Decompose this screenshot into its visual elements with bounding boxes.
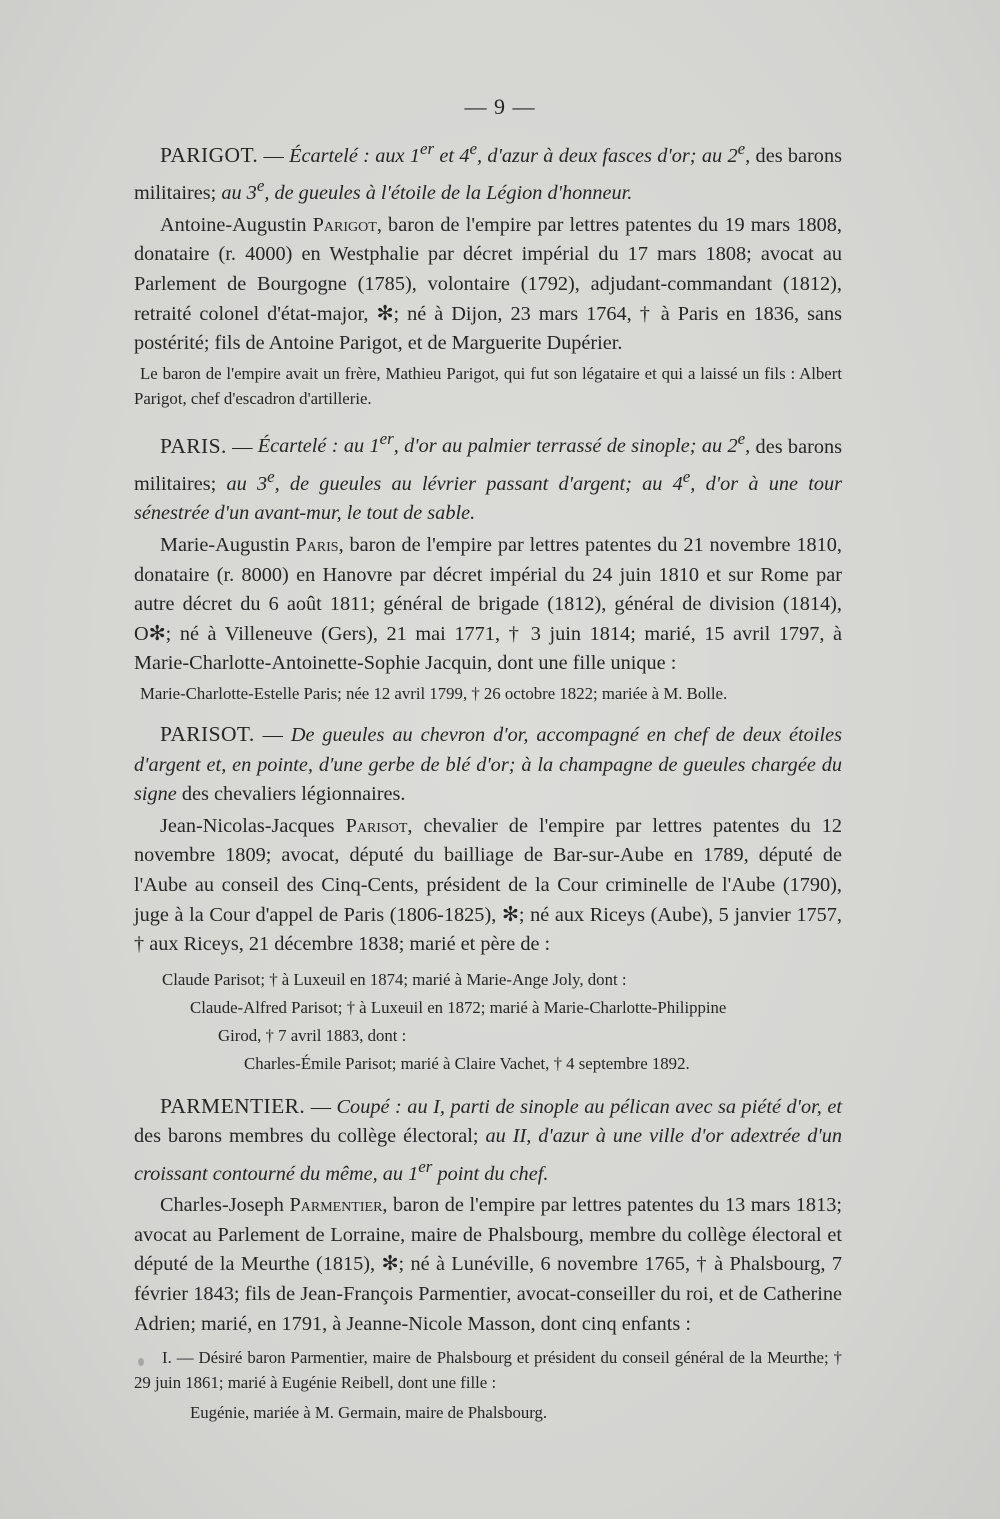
entry-name: PARISOT. — [160, 721, 255, 746]
biography: Charles-Joseph Parmentier, baron de l'empire par lettres patentes du 13 mars 1813; avocat au Parlement de Lorraine, maire de Phalsbourg, membre du collège électoral et député de la Meurthe (1815), ✻; né à Lunéville, 6 novembre 1765, † à Phalsbourg, 7 février 1843; fils de Jean-François Parmentier, avocat-conseiller du roi, et de Catherine Adrien; marié, en 1791, à Jeanne-Nicole Masson, dont cinq enfants : — [134, 1194, 842, 1335]
note: Le baron de l'empire avait un frère, Mathieu Parigot, qui fut son légataire et qui a laissé un fils : Albert Parigot, chef d'escadron d'artillerie. — [134, 363, 842, 408]
blazon: Coupé : au I, parti de sinople au pélican avec sa piété d'or, et des barons membres du collège électoral; au II, d'azur à une ville d'or adextrée d'un croissant contourné du même, au 1er point du chef. — [134, 1095, 843, 1185]
descendant-line — [134, 994, 842, 1050]
em-dash: — — [258, 144, 290, 167]
em-dash: — — [226, 435, 258, 458]
descendant-line: Eugénie, mariée à M. Germain, maire de Phalsbourg. — [190, 1403, 548, 1423]
entry-name: PARMENTIER. — [160, 1093, 306, 1118]
blazon: Écartelé : au 1er, d'or au palmier terrassé de sinople; au 2e, des barons militaires; au 3e, de gueules au lévrier passant d'argent; au 4e, d'or à une tour sénestrée d'un avant-mur, le tout de sable. — [134, 429, 843, 525]
biography: Antoine-Augustin Parigot, baron de l'empire par lettres patentes du 19 mars 1808, donataire (r. 4000) en Westphalie par décret impérial du 17 mars 1808; avocat au Parlement de Bourgogne (1785), volontaire (1792), adjudant-commandant (1812), retraité colonel d'état-major, ✻; né à Dijon, 23 mars 1764, † à Paris en 1836, sans postérité; fils de Antoine Parigot, et de Marguerite Dupérier. — [134, 213, 842, 355]
descendant-line: Claude Parisot; † à Luxeuil en 1874; marié à Marie-Ange Joly, dont : — [162, 969, 627, 989]
entry-name: PARIS. — [160, 433, 227, 458]
entry-parisot-heading — [134, 720, 842, 810]
blazon: De gueules au chevron d'or, accompagné en chef de deux étoiles d'argent et, en pointe, d'une gerbe de blé d'or; à la champagne de gueules chargée du signe des chevaliers légionnaires. — [134, 723, 842, 806]
entry-parigot-heading — [134, 134, 842, 209]
descendant-text: Girod, † 7 avril 1883, dont : — [218, 1025, 407, 1045]
blazon: Écartelé : aux 1er et 4e, d'azur à deux fasces d'or; au 2e, des barons militaires; au 3e, de gueules à l'étoile de la Légion d'honneur. — [134, 139, 842, 205]
page-number: — 9 — — [464, 94, 536, 119]
descendant-text: Claude-Alfred Parisot; † à Luxeuil en 1872; marié à Marie-Charlotte-Philippine — [190, 997, 727, 1017]
entry-parmentier-heading — [134, 1092, 842, 1190]
biography: Jean-Nicolas-Jacques Parisot, chevalier de l'empire par lettres patentes du 12 novembre 1809; avocat, député du bailliage de Bar-sur-Aube en 1789, député de l'Aube au conseil des Cinq-Cents, président de la Cour criminelle de l'Aube (1790), juge à la Cour d'appel de Paris (1806-1825), ✻; né aux Riceys (Aube), 5 janvier 1757, † aux Riceys, 21 décembre 1838; marié et père de : — [134, 814, 842, 956]
note: Marie-Charlotte-Estelle Paris; née 12 avril 1799, † 26 octobre 1822; mariée à M. Bolle. — [140, 683, 728, 703]
child-entry: I. — Désiré baron Parmentier, maire de Phalsbourg et président du conseil général de la Meurthe; † 29 juin 1861; marié à Eugénie Reibell, dont une fille : — [134, 1348, 842, 1393]
descendant-line: Charles-Émile Parisot; marié à Claire Vachet, † 4 septembre 1892. — [244, 1053, 690, 1073]
biography: Marie-Augustin Paris, baron de l'empire par lettres patentes du 21 novembre 1810, donataire (r. 8000) en Hanovre par décret impérial du 24 juin 1810 et sur Rome par autre décret du 6 août 1811; général de brigade (1812), général de division (1814), O✻; né à Villeneuve (Gers), 21 mai 1771, † 3 juin 1814; marié, 15 avril 1797, à Marie-Charlotte-Antoinette-Sophie Jacquin, dont une fille unique : — [134, 534, 843, 675]
em-dash: — — [305, 1095, 337, 1118]
entry-paris-heading — [134, 425, 842, 529]
paper-speck — [138, 1358, 144, 1366]
text-body — [134, 134, 842, 1427]
entry-name: PARIGOT. — [160, 142, 259, 167]
em-dash: — — [254, 723, 291, 746]
